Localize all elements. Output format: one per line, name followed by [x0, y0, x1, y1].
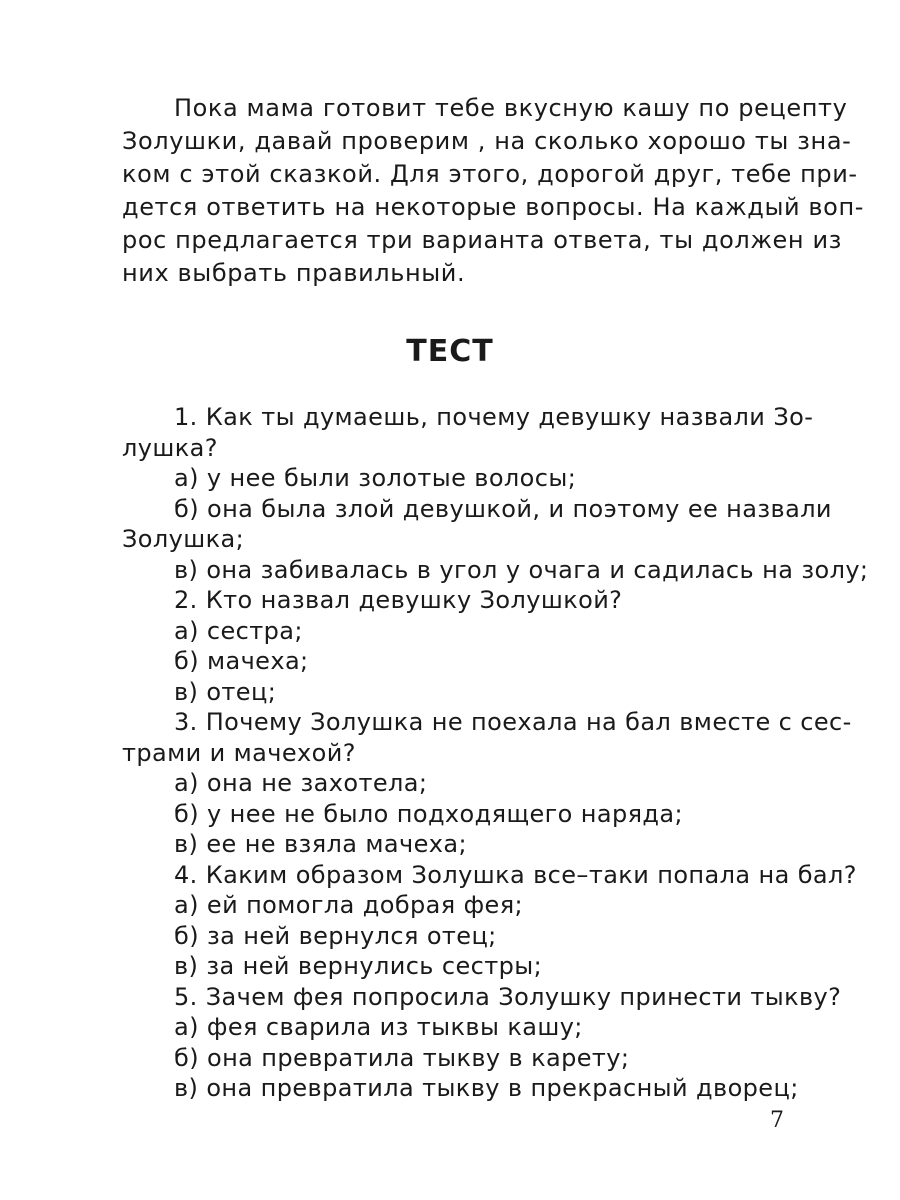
answer-option: б) она была злой девушкой, и поэтому ее назвали — [174, 494, 832, 523]
answer-option: а) она не захотела; — [174, 769, 428, 797]
answer-option: в) отец; — [174, 677, 277, 706]
page-number: 7 — [770, 1108, 784, 1133]
question-1-continuation: лушка? — [122, 433, 218, 462]
question-1: 1. Как ты думаешь, почему девушку назвали Зо- — [174, 403, 814, 431]
intro-line: них выбрать правильный. — [122, 259, 466, 287]
intro-line: дется ответить на некоторые вопросы. На каждый воп- — [122, 193, 865, 221]
answer-option-continuation: Золушка; — [122, 525, 245, 553]
intro-line: ком с этой сказкой. Для этого, дорогой друг, тебе при- — [122, 160, 858, 188]
question-4: 4. Каким образом Золушка все–таки попала на бал? — [174, 860, 857, 889]
answer-option: б) она превратила тыкву в карету; — [174, 1043, 630, 1072]
answer-option: б) мачеха; — [174, 647, 309, 675]
answer-option: а) у нее были золотые волосы; — [174, 464, 577, 492]
question-3-continuation: трами и мачехой? — [122, 738, 356, 767]
question-3: 3. Почему Золушка не поехала на бал вместе с сес- — [174, 708, 852, 736]
intro-paragraph — [122, 92, 865, 290]
page-title: ТЕСТ — [406, 334, 494, 369]
intro-line: рос предлагается три варианта ответа, ты должен из — [122, 226, 842, 254]
intro-line: Пока мама готовит тебе вкусную кашу по рецепту — [174, 94, 848, 122]
answer-option: в) она забивалась в угол у очага и садилась на золу; — [174, 555, 869, 584]
intro-line: Золушки, давай проверим , на сколько хорошо ты зна- — [122, 127, 852, 155]
answer-option: б) за ней вернулся отец; — [174, 921, 497, 950]
answer-option: в) за ней вернулись сестры; — [174, 952, 543, 980]
answer-option: б) у нее не было подходящего наряда; — [174, 799, 684, 828]
test-questions — [122, 402, 869, 1104]
answer-option: в) ее не взяла мачеха; — [174, 830, 467, 858]
answer-option: в) она превратила тыкву в прекрасный дворец; — [174, 1074, 799, 1102]
answer-option: а) сестра; — [174, 616, 303, 645]
question-5: 5. Зачем фея попросила Золушку принести тыкву? — [174, 982, 842, 1011]
question-2: 2. Кто назвал девушку Золушкой? — [174, 586, 623, 614]
answer-option: а) ей помогла добрая фея; — [174, 891, 524, 919]
answer-option: а) фея сварила из тыквы кашу; — [174, 1013, 583, 1041]
